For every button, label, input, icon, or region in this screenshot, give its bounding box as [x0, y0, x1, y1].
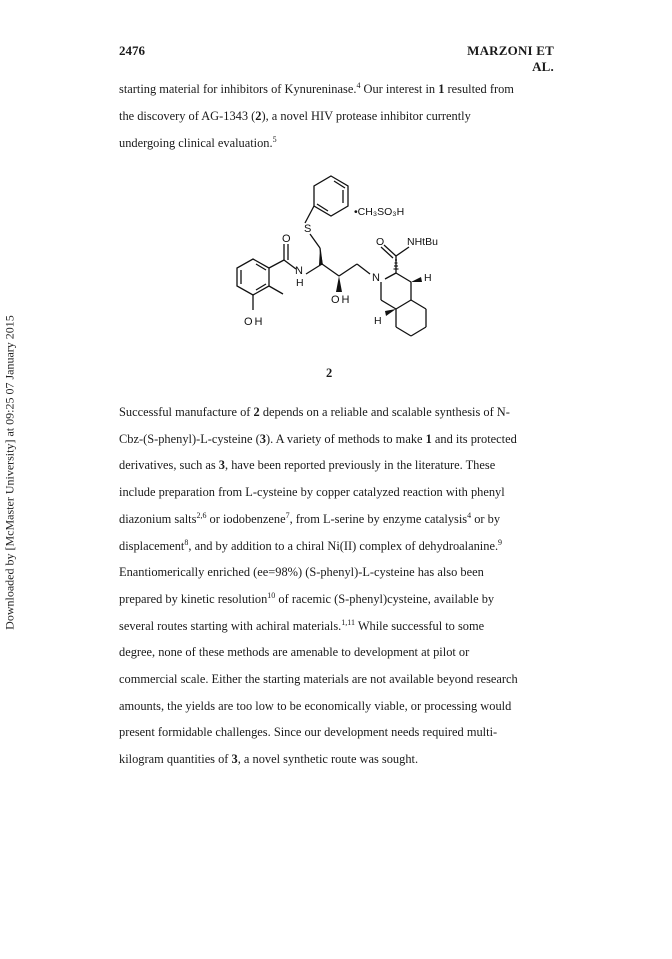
- wedge-bond-ch2: [319, 248, 323, 265]
- body-line-1: Successful manufacture of 2 depends on a reliable and scalable synthesis of N-: [119, 405, 510, 419]
- intro-line-1: starting material for inhibitors of Kynureninase.$^4$ Our interest in 1 resulted from: [119, 81, 514, 96]
- intro-line-2: the discovery of AG-1343 (2), a novel HIV protease inhibitor currently: [119, 109, 471, 123]
- body-line-13: present formidable challenges. Since our development needs required multi-: [119, 725, 498, 740]
- intro-line-3: undergoing clinical evaluation.$^5$: [119, 135, 277, 150]
- chemical-structure-ag1343: [200, 168, 460, 358]
- download-notice-sidebar: [0, 0, 20, 959]
- amide-hydrogen-label: H: [296, 277, 304, 289]
- ring-junction-h-top: H: [424, 272, 432, 284]
- nhtbu-label: NHtBu: [407, 236, 438, 248]
- amide-oxygen-label: O: [376, 236, 385, 248]
- hydroxyl-label: OH: [331, 294, 352, 306]
- salt-label: •CH₃SO₃H: [354, 206, 405, 218]
- sulfur-label: S: [304, 223, 312, 235]
- body-line-11: commercial scale. Either the starting materials are not available beyond research: [119, 672, 518, 686]
- body-line-5: diazonium salts$^{2,6}$ or iodobenzene$^7$, from L-serine by enzyme catalysis$^4$ or by: [119, 510, 501, 526]
- body-line-7: Enantiomerically enriched (ee=98%) (S-phenyl)-L-cysteine has also been: [119, 565, 484, 580]
- ring-junction-h-bottom: H: [374, 315, 382, 327]
- body-line-9: several routes starting with achiral materials.$^{1,11}$ While successful to some: [119, 617, 485, 633]
- wedge-bond-h-top: [411, 277, 422, 282]
- running-head-authors: MARZONI ET AL.: [467, 43, 554, 74]
- body-line-2: Cbz-(S-phenyl)-L-cysteine (3). A variety of methods to make 1 and its protected: [119, 431, 517, 446]
- body-line-14: kilogram quantities of 3, a novel synthetic route was sought.: [119, 752, 419, 767]
- page-number: 2476: [119, 43, 145, 58]
- wedge-bond-h-bottom: [385, 309, 396, 316]
- wedge-bond-oh: [336, 276, 342, 292]
- amide-nitrogen-label: N: [295, 265, 303, 277]
- body-line-6: displacement$^8$, and by addition to a chiral Ni(II) complex of dehydroalanine.$^9$: [119, 537, 503, 553]
- ring-nitrogen-label: N: [372, 272, 380, 284]
- body-line-3: derivatives, such as 3, have been reported previously in the literature. These: [119, 458, 496, 473]
- carbonyl-oxygen-label: O: [282, 233, 291, 245]
- body-line-12: amounts, the yields are too low to be economically viable, or processing would: [119, 698, 512, 713]
- download-notice-text: Downloaded by [McMaster University] at 09:25 07 January 2015: [2, 315, 17, 630]
- compound-number-label: 2: [326, 366, 333, 380]
- body-line-8: prepared by kinetic resolution$^{10}$ of racemic (S-phenyl)cysteine, available by: [119, 590, 495, 606]
- body-line-10: degree, none of these methods are amenable to development at pilot or: [119, 645, 470, 660]
- phenol-label: OH: [244, 316, 265, 328]
- body-line-4: include preparation from L-cysteine by copper catalyzed reaction with phenyl: [119, 485, 505, 500]
